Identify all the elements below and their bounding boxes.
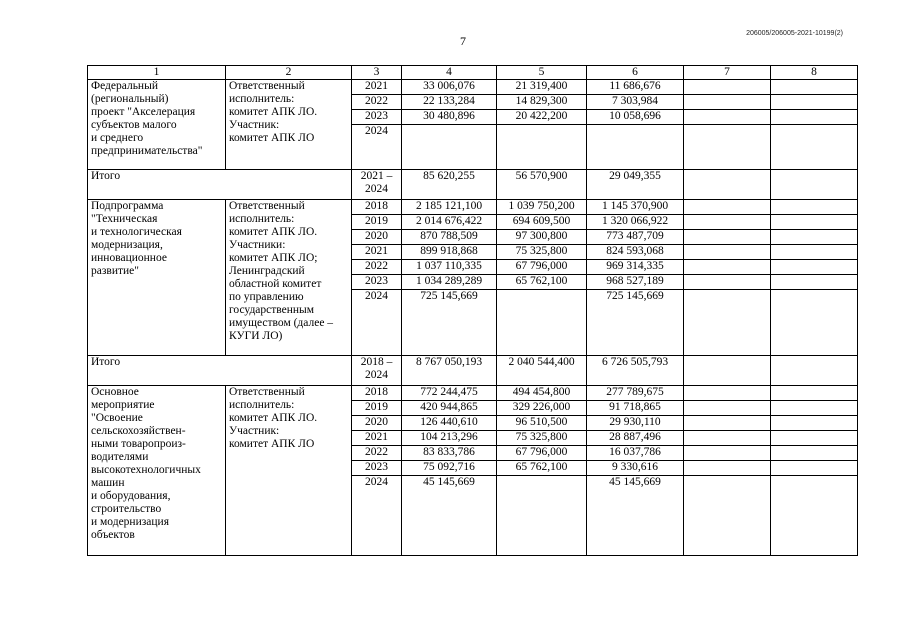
amount-col6-cell: 1 320 066,922 <box>587 215 684 230</box>
amount-col6-cell: 10 058,696 <box>587 110 684 125</box>
amount-col5-cell: 56 570,900 <box>497 170 587 200</box>
amount-col5-cell: 329 226,000 <box>497 401 587 416</box>
year-cell: 2019 <box>352 401 402 416</box>
year-cell: 2022 <box>352 95 402 110</box>
year-cell: 2020 <box>352 230 402 245</box>
total-years-cell: 2021 – 2024 <box>352 170 402 200</box>
table-row <box>88 80 858 95</box>
empty-cell <box>684 356 771 386</box>
amount-col5-cell: 65 762,100 <box>497 461 587 476</box>
amount-col5-cell <box>497 125 587 170</box>
page-number: 7 <box>460 34 466 48</box>
total-amount-cell: 33 006,076 <box>402 80 497 95</box>
amount-col6-cell: 28 887,496 <box>587 431 684 446</box>
total-years-cell: 2018 – 2024 <box>352 356 402 386</box>
empty-cell <box>771 80 858 95</box>
amount-col5-cell: 20 422,200 <box>497 110 587 125</box>
empty-cell <box>684 386 771 401</box>
amount-col5-cell <box>497 476 587 556</box>
year-cell: 2023 <box>352 275 402 290</box>
total-row <box>88 170 858 200</box>
amount-col5-cell: 14 829,300 <box>497 95 587 110</box>
total-amount-cell: 83 833,786 <box>402 446 497 461</box>
amount-col5-cell: 67 796,000 <box>497 260 587 275</box>
amount-col6-cell: 277 789,675 <box>587 386 684 401</box>
year-cell: 2023 <box>352 461 402 476</box>
program-name-cell: Федеральный (региональный) проект "Акселерация субъектов малого и среднего предпринимательства" <box>88 80 226 170</box>
column-header: 5 <box>497 66 587 80</box>
responsible-cell: Ответственный исполнитель: комитет АПК ЛО. Участники: комитет АПК ЛО; Ленинградский областной комитет по управлению государственным имуществом (далее – КУГИ ЛО) <box>226 200 352 356</box>
total-amount-cell: 30 480,896 <box>402 110 497 125</box>
total-amount-cell: 22 133,284 <box>402 95 497 110</box>
year-cell: 2023 <box>352 110 402 125</box>
year-cell: 2020 <box>352 416 402 431</box>
empty-cell <box>771 200 858 215</box>
amount-col6-cell: 968 527,189 <box>587 275 684 290</box>
total-amount-cell: 45 145,669 <box>402 476 497 556</box>
empty-cell <box>771 275 858 290</box>
empty-cell <box>684 260 771 275</box>
total-amount-cell: 85 620,255 <box>402 170 497 200</box>
total-amount-cell: 104 213,296 <box>402 431 497 446</box>
empty-cell <box>684 200 771 215</box>
amount-col6-cell: 45 145,669 <box>587 476 684 556</box>
year-cell: 2018 <box>352 200 402 215</box>
year-cell: 2024 <box>352 290 402 356</box>
year-cell: 2021 <box>352 431 402 446</box>
empty-cell <box>684 275 771 290</box>
amount-col5-cell: 75 325,800 <box>497 431 587 446</box>
empty-cell <box>771 356 858 386</box>
empty-cell <box>771 170 858 200</box>
table-row <box>88 386 858 401</box>
total-amount-cell: 8 767 050,193 <box>402 356 497 386</box>
amount-col5-cell: 96 510,500 <box>497 416 587 431</box>
empty-cell <box>684 80 771 95</box>
amount-col6-cell: 9 330,616 <box>587 461 684 476</box>
amount-col6-cell: 1 145 370,900 <box>587 200 684 215</box>
budget-table <box>87 65 858 556</box>
empty-cell <box>771 95 858 110</box>
empty-cell <box>684 401 771 416</box>
total-row <box>88 356 858 386</box>
empty-cell <box>684 110 771 125</box>
amount-col5-cell: 75 325,800 <box>497 245 587 260</box>
amount-col6-cell: 725 145,669 <box>587 290 684 356</box>
empty-cell <box>684 245 771 260</box>
total-amount-cell: 126 440,610 <box>402 416 497 431</box>
amount-col5-cell: 21 319,400 <box>497 80 587 95</box>
total-amount-cell <box>402 125 497 170</box>
amount-col5-cell: 694 609,500 <box>497 215 587 230</box>
amount-col6-cell: 773 487,709 <box>587 230 684 245</box>
year-cell: 2022 <box>352 260 402 275</box>
amount-col5-cell: 65 762,100 <box>497 275 587 290</box>
empty-cell <box>684 230 771 245</box>
amount-col5-cell: 2 040 544,400 <box>497 356 587 386</box>
amount-col6-cell <box>587 125 684 170</box>
empty-cell <box>684 95 771 110</box>
column-number-row <box>88 66 858 80</box>
total-amount-cell: 772 244,475 <box>402 386 497 401</box>
amount-col6-cell: 16 037,786 <box>587 446 684 461</box>
empty-cell <box>684 125 771 170</box>
program-name-cell: Основное мероприятие "Освоение сельскохозяйствен- ными товаропроиз- водителями высокотехнологичных машин и оборудования, строительство и модернизация объектов <box>88 386 226 556</box>
empty-cell <box>771 245 858 260</box>
empty-cell <box>684 215 771 230</box>
column-header: 1 <box>88 66 226 80</box>
amount-col5-cell <box>497 290 587 356</box>
year-cell: 2024 <box>352 125 402 170</box>
year-cell: 2021 <box>352 80 402 95</box>
empty-cell <box>771 446 858 461</box>
empty-cell <box>771 230 858 245</box>
total-amount-cell: 420 944,865 <box>402 401 497 416</box>
amount-col6-cell: 824 593,068 <box>587 245 684 260</box>
total-label: Итого <box>88 356 352 386</box>
year-cell: 2022 <box>352 446 402 461</box>
year-cell: 2024 <box>352 476 402 556</box>
empty-cell <box>684 431 771 446</box>
total-amount-cell: 2 185 121,100 <box>402 200 497 215</box>
year-cell: 2019 <box>352 215 402 230</box>
amount-col5-cell: 494 454,800 <box>497 386 587 401</box>
amount-col6-cell: 29 049,355 <box>587 170 684 200</box>
amount-col5-cell: 1 039 750,200 <box>497 200 587 215</box>
amount-col6-cell: 969 314,335 <box>587 260 684 275</box>
empty-cell <box>771 290 858 356</box>
column-header: 4 <box>402 66 497 80</box>
amount-col6-cell: 29 930,110 <box>587 416 684 431</box>
document-id: 206005/206005-2021-10199(2) <box>746 30 843 37</box>
column-header: 8 <box>771 66 858 80</box>
column-header: 3 <box>352 66 402 80</box>
responsible-cell: Ответственный исполнитель: комитет АПК ЛО. Участник: комитет АПК ЛО <box>226 80 352 170</box>
empty-cell <box>684 461 771 476</box>
empty-cell <box>684 416 771 431</box>
amount-col5-cell: 67 796,000 <box>497 446 587 461</box>
empty-cell <box>771 386 858 401</box>
empty-cell <box>771 215 858 230</box>
responsible-cell: Ответственный исполнитель: комитет АПК ЛО. Участник: комитет АПК ЛО <box>226 386 352 556</box>
total-amount-cell: 899 918,868 <box>402 245 497 260</box>
total-label: Итого <box>88 170 352 200</box>
amount-col6-cell: 91 718,865 <box>587 401 684 416</box>
empty-cell <box>771 416 858 431</box>
year-cell: 2018 <box>352 386 402 401</box>
total-amount-cell: 2 014 676,422 <box>402 215 497 230</box>
empty-cell <box>771 125 858 170</box>
empty-cell <box>684 170 771 200</box>
empty-cell <box>771 476 858 556</box>
program-name-cell: Подпрограмма "Техническая и технологическая модернизация, инновационное развитие" <box>88 200 226 356</box>
amount-col6-cell: 7 303,984 <box>587 95 684 110</box>
column-header: 7 <box>684 66 771 80</box>
column-header: 6 <box>587 66 684 80</box>
amount-col6-cell: 11 686,676 <box>587 80 684 95</box>
table-row <box>88 200 858 215</box>
amount-col6-cell: 6 726 505,793 <box>587 356 684 386</box>
empty-cell <box>771 431 858 446</box>
empty-cell <box>771 260 858 275</box>
column-header: 2 <box>226 66 352 80</box>
empty-cell <box>771 401 858 416</box>
empty-cell <box>771 110 858 125</box>
empty-cell <box>684 446 771 461</box>
total-amount-cell: 75 092,716 <box>402 461 497 476</box>
total-amount-cell: 1 037 110,335 <box>402 260 497 275</box>
total-amount-cell: 725 145,669 <box>402 290 497 356</box>
total-amount-cell: 870 788,509 <box>402 230 497 245</box>
total-amount-cell: 1 034 289,289 <box>402 275 497 290</box>
amount-col5-cell: 97 300,800 <box>497 230 587 245</box>
year-cell: 2021 <box>352 245 402 260</box>
empty-cell <box>684 290 771 356</box>
empty-cell <box>684 476 771 556</box>
empty-cell <box>771 461 858 476</box>
